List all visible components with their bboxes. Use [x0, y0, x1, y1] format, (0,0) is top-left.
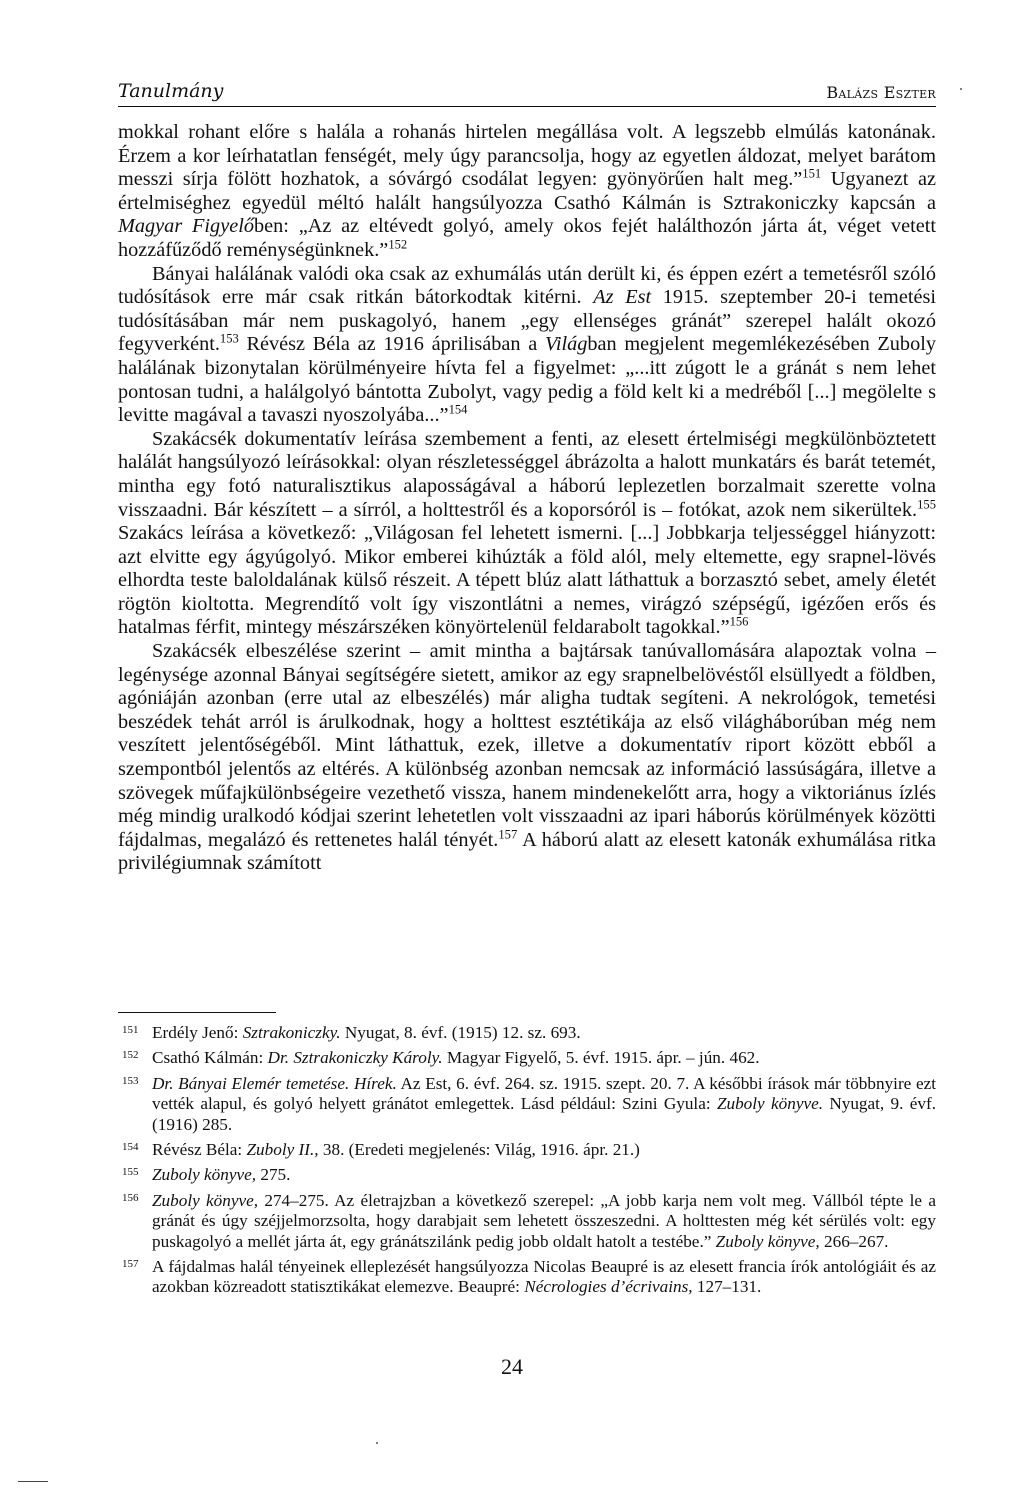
text-run: Nyugat, 9. évf. (1916) 285.	[152, 1094, 937, 1134]
text-run: 266–267.	[819, 1231, 889, 1251]
italic-text: Dr. Bányai Elemér temetése. Hírek.	[152, 1073, 397, 1093]
footnote-number: 157	[122, 1258, 139, 1271]
italic-text: Zuboly könyve,	[152, 1165, 257, 1185]
paragraph	[118, 640, 936, 876]
text-run: 275.	[256, 1165, 291, 1185]
footnote-ref: 151	[802, 166, 822, 181]
text-run: 274–275. Az életrajzban a következő szerepel: „A jobb karja nem volt meg. Vállból tépte le a gránát és úgy széjjelmorzsolta, hogy darabjait sem lehetett összeszedni. A holttesten még két sérülés volt: egy puskagolyó a mellét járta át, egy gránátszilánk pedig jobb oldalt hatolt a testébe.”	[152, 1190, 936, 1251]
footnote-item	[118, 1165, 936, 1185]
scan-speck	[376, 1442, 378, 1444]
text-run: Nyugat, 8. évf. (1915) 12. sz. 693.	[340, 1023, 581, 1042]
text-run: Ugyanezt az értelmiséghez egyedül méltó halált hangsúlyozza Csathó Kálmán is Sztrakoniczky kapcsán a	[118, 168, 936, 214]
footnote-ref: 153	[219, 331, 239, 346]
italic-text: Zuboly könyve,	[715, 1231, 820, 1251]
italic-text: Sztrakoniczky.	[242, 1023, 341, 1042]
paragraph	[118, 121, 936, 263]
italic-text: Magyar Figyelő	[118, 215, 254, 238]
scan-edge-mark	[18, 1481, 48, 1482]
italic-text: Nécrologies d’écrivains,	[524, 1277, 693, 1297]
running-head-section: Tanulmány	[118, 80, 224, 102]
text-run: mokkal rohant előre s halála a rohanás hirtelen megállása volt. A legszebb elmúlás katonának. Érzem a kor leírhatatlan fenségét, mely úgy parancsolja, hogy az egyetlen áldozat, melyet barátom messzi sírja fölött hozhatok, a sóvárgó csodálat legyen: gyönyörűen halt meg.”	[118, 121, 936, 191]
footnotes	[118, 1023, 936, 1303]
scan-speck	[960, 88, 962, 90]
italic-text: Világ	[544, 333, 588, 356]
text-run: Magyar Figyelő, 5. évf. 1915. ápr. – jún. 462.	[442, 1048, 760, 1068]
text-run: Erdély Jenő:	[152, 1023, 243, 1042]
text-run: Szakácsék dokumentatív leírása szembement a fenti, az elesett értelmiségi megkülönböztetett halálát hangsúlyozó leírásokkal: olyan részletességgel ábrázolta a halott munkatárs és barát tetemét, mintha egy fotó naturalisztikus alaposságával a háború leplezetlen borzalmait szerette volna visszaadni. Bár készített – a sírról, a holttestről és a koporsóról is – fotókat, azok nem sikerültek.	[118, 427, 936, 521]
italic-text: Zuboly II.,	[246, 1140, 319, 1160]
footnote-ref: 157	[498, 827, 518, 842]
footnote-item	[118, 1048, 936, 1068]
text-run: Szakács leírása a következő: „Világosan fel lehetett ismerni. [...] Jobbkarja teljességgel hiányzott: azt elvitte egy ágyúgolyó. Mikor emberei kihúzták a föld alól, mely eltemette, egy srapnel-lövés elhordta teste baloldalának külső részeit. A tépett blúz alatt láthattuk a borzasztó sebet, amely életét rögtön kioltotta. Megrendítő volt így viszontlátni a nemes, virágzó szépségű, igézően erős és hatalmas férfit, mintegy mészárszéken könyörtelenül feldarabolt tagokkal.”	[118, 522, 936, 639]
text-run: Bányai halálának valódi oka csak az exhumálás után derült ki, és éppen ezért a temetésről szóló tudósítások erre már csak ritkán bátorkodtak kitérni.	[118, 262, 936, 309]
footnote-ref: 154	[448, 402, 468, 417]
footnote-number: 154	[122, 1141, 139, 1154]
footnote-item	[118, 1074, 936, 1135]
text-run: ban megjelent megemlékezésében Zuboly halálának bizonytalan körülményeire hívta fel a figyelmet: „...itt zúgott le a gránát s nem lehet pontosan tudni, a halálgolyó bántotta Zubolyt, vagy pedig a föld kelt ki a medréből [...] megölelte s levitte magával a tavaszi nyoszolyába...”	[118, 333, 936, 427]
italic-text: Zuboly könyve.	[716, 1094, 824, 1114]
footnote-number: 153	[122, 1074, 139, 1087]
text-run: Az Est, 6. évf. 264. sz. 1915. szept. 20. 7. A későbbi írások már többnyire ezt vették alapul, és golyó helyett gránátot emlegettek. Lásd például: Szini Gyula:	[152, 1073, 936, 1114]
text-run: A fájdalmas halál tényeinek elleplezését hangsúlyozza Nicolas Beaupré is az elesett francia írók antológiáit és az azokban közreadott statisztikákat elemezve. Beaupré:	[152, 1257, 936, 1297]
page-number: 24	[501, 1354, 523, 1379]
running-head	[118, 80, 936, 107]
footnote-ref: 152	[388, 237, 408, 252]
italic-text: Az Est	[593, 286, 652, 309]
footnote-item	[118, 1191, 936, 1252]
italic-text: Dr. Sztrakoniczky Károly.	[267, 1048, 443, 1068]
footnote-ref: 155	[917, 496, 936, 511]
footnote-item	[118, 1140, 936, 1160]
text-run: A háború alatt az elesett katonák exhumálása ritka privilégiumnak számított	[118, 828, 936, 875]
text-run: 38. (Eredeti megjelenés: Világ, 1916. ápr. 21.)	[318, 1140, 640, 1160]
text-run: Révész Béla az 1916 áprilisában a	[238, 333, 545, 356]
running-head-author: Balázs Eszter	[826, 83, 936, 102]
text-run: ben: „Az az eltévedt golyó, amely okos fejét halálthozón járta át, véget vetett hozzáfűződő reménységünknek.”	[118, 215, 936, 261]
footnote-item	[118, 1257, 936, 1298]
footnote-item	[118, 1023, 936, 1043]
text-run: 127–131.	[692, 1277, 762, 1297]
text-run: Csathó Kálmán:	[152, 1048, 268, 1068]
body-text	[118, 121, 936, 876]
paragraph	[118, 263, 936, 428]
paragraph	[118, 428, 936, 640]
footnote-number: 151	[122, 1024, 139, 1036]
text-run: Révész Béla:	[152, 1140, 247, 1160]
text-run: Szakácsék elbeszélése szerint – amit mintha a bajtársak tanúvallomására alapoztak volna – legénysége azonnal Bányai segítségére sietett, amikor az egy srapnelbelövéstől elsüllyedt a földben, agóniáján azonban (erre utal az elbeszélés) már aligha tudtak segíteni. A nekrológok, temetési beszédek tehát arról is árulkodnak, hogy a holttest esztétikája az első világháborúban még nem veszített jelentőségéből. Mint láthattuk, ezek, illetve a dokumentatív riport között ebből a szempontból jelentős az eltérés. A különbség azonban nemcsak az információ lassúságára, illetve a szövegek műfajkülönbségeire vezethető vissza, hanem mindenekelőtt arra, hogy a viktoriánus ízlés még mindig uralkodó kódjai szerint lehetetlen volt visszaadni az ipari háborús körülmények közötti fájdalmas, megalázó és rettenetes halál tényét.	[118, 640, 936, 851]
footnote-number: 155	[122, 1166, 139, 1179]
text-run: 1915. szeptember 20-i temetési tudósításában már nem puskagolyó, hanem „egy ellenséges gránát” szerepel halált okozó fegyverként.	[118, 286, 936, 356]
footnote-ref: 156	[729, 614, 749, 629]
footnote-number: 156	[122, 1191, 139, 1204]
italic-text: Zuboly könyve,	[152, 1190, 259, 1210]
footnote-number: 152	[122, 1049, 139, 1062]
footnote-separator	[118, 1012, 276, 1013]
